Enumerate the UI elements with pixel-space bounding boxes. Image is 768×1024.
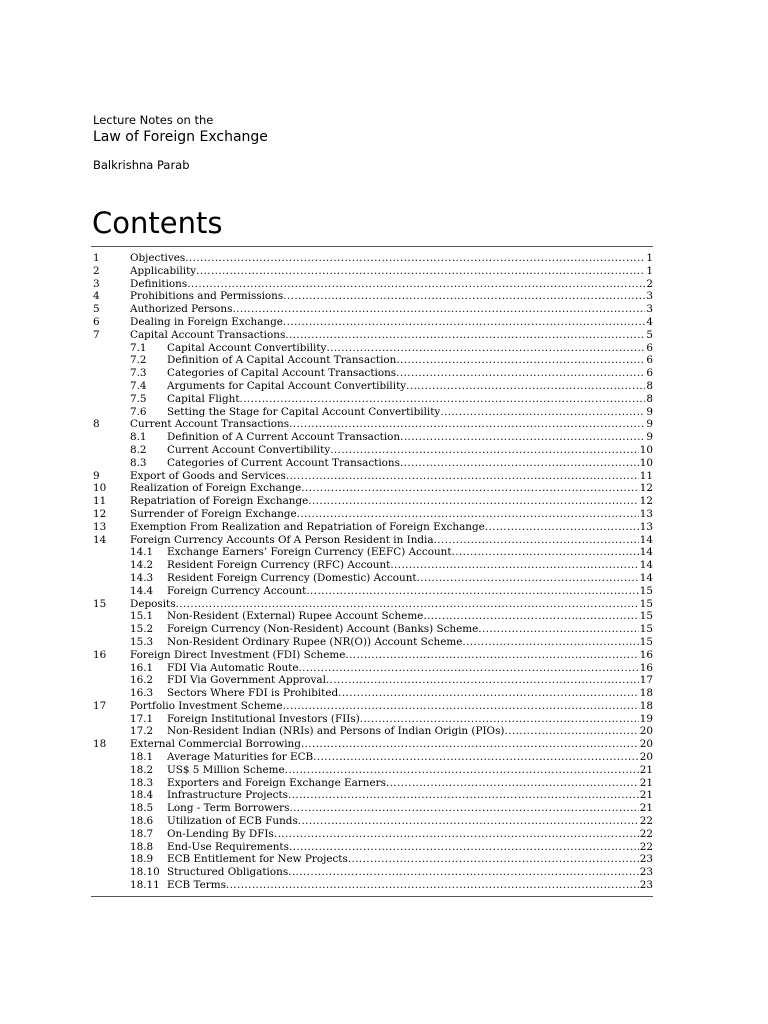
- toc-entry[interactable]: [93, 751, 653, 764]
- toc-entry[interactable]: [93, 764, 653, 777]
- toc-dot-leader: [167, 777, 653, 790]
- toc-entry-number: 1: [93, 252, 100, 264]
- toc-dot-leader: [130, 482, 653, 495]
- toc-entry-title: Capital Flight: [167, 392, 240, 405]
- toc-entry-title: ECB Terms: [167, 879, 226, 892]
- toc-entry[interactable]: [93, 534, 653, 547]
- toc-entry-number: 15.3: [130, 635, 154, 648]
- toc-dot-leader: [130, 738, 653, 751]
- toc-entry-number: 17.2: [130, 725, 154, 738]
- toc-entry[interactable]: [93, 789, 653, 802]
- toc-entry-number: 16.3: [130, 687, 154, 700]
- toc-entry[interactable]: [93, 470, 653, 483]
- toc-entry-page: 10: [639, 443, 653, 456]
- toc-dot-leader: [167, 815, 653, 828]
- toc-entry[interactable]: [93, 572, 653, 585]
- toc-dot-leader: [130, 649, 653, 662]
- toc-dot-leader: [167, 636, 653, 649]
- toc-dot-leader: [167, 674, 653, 687]
- toc-dot-leader: [167, 380, 653, 393]
- toc-entry-number: 7.1: [130, 341, 147, 354]
- toc-dot-leader: [130, 329, 653, 342]
- toc-entry-title: ECB Entitlement for New Projects: [167, 853, 348, 866]
- toc-entry-title: Authorized Persons: [130, 303, 233, 316]
- toc-entry-number: 17: [93, 699, 107, 712]
- toc-entry-page: 16: [639, 648, 653, 661]
- toc-dot-leader: [130, 470, 653, 483]
- toc-entry-page: 3: [646, 303, 653, 316]
- toc-dot-leader: [167, 662, 653, 675]
- toc-entry-number: 11: [93, 495, 107, 508]
- toc-entry-title: Arguments for Capital Account Convertibility: [167, 379, 407, 392]
- toc-entry[interactable]: [93, 802, 653, 815]
- toc-entry[interactable]: [93, 700, 653, 713]
- toc-entry-number: 8: [93, 418, 100, 431]
- toc-entry-number: 16.2: [130, 674, 154, 687]
- toc-entry-page: 20: [639, 725, 653, 738]
- toc-dot-leader: [167, 393, 653, 406]
- toc-entry[interactable]: [93, 725, 653, 738]
- toc-dot-leader: [167, 431, 653, 444]
- toc-entry-page: 3: [646, 290, 653, 303]
- toc-entry[interactable]: [93, 674, 653, 687]
- toc-dot-leader: [167, 610, 653, 623]
- toc-entry[interactable]: [93, 662, 653, 675]
- toc-dot-leader: [167, 342, 653, 355]
- toc-dot-leader: [130, 265, 653, 278]
- toc-entry-page: 9: [646, 431, 653, 444]
- toc-entry-number: 18.2: [130, 763, 154, 776]
- toc-entry-page: 4: [646, 315, 653, 328]
- toc-dot-leader: [167, 559, 653, 572]
- toc-entry-number: 14.1: [130, 546, 154, 559]
- toc-dot-leader: [167, 789, 653, 802]
- toc-entry-title: Resident Foreign Currency (RFC) Account: [167, 559, 391, 572]
- toc-entry-page: 6: [646, 341, 653, 354]
- contents-top-rule: [91, 246, 653, 247]
- toc-entry-number: 15: [93, 597, 107, 610]
- toc-entry-title: Categories of Capital Account Transactions: [167, 367, 397, 380]
- toc-entry-title: Export of Goods and Services: [130, 469, 286, 482]
- toc-dot-leader: [167, 406, 653, 419]
- toc-dot-leader: [130, 316, 653, 329]
- toc-entry-page: 6: [646, 354, 653, 367]
- toc-dot-leader: [167, 623, 653, 636]
- toc-entry-title: Sectors Where FDI is Prohibited: [167, 687, 339, 700]
- toc-entry-number: 15.1: [130, 610, 154, 623]
- toc-entry-page: 22: [639, 840, 653, 853]
- toc-dot-leader: [167, 725, 653, 738]
- toc-entry-page: 15: [639, 610, 653, 623]
- toc-entry-number: 18.6: [130, 815, 154, 828]
- toc-entry-page: 12: [639, 482, 653, 495]
- toc-entry-number: 18.1: [130, 751, 154, 764]
- toc-dot-leader: [167, 841, 653, 854]
- toc-dot-leader: [167, 828, 653, 841]
- toc-entry[interactable]: [93, 713, 653, 726]
- toc-entry-title: Foreign Direct Investment (FDI) Scheme: [130, 648, 346, 661]
- toc-entry-title: End-Use Requirements: [167, 840, 289, 853]
- document-title: Law of Foreign Exchange: [93, 129, 268, 145]
- toc-dot-leader: [167, 585, 653, 598]
- contents-heading: Contents: [92, 206, 223, 240]
- toc-entry-title: Resident Foreign Currency (Domestic) Account: [167, 571, 417, 584]
- toc-entry[interactable]: [93, 879, 653, 892]
- toc-entry-page: 9: [646, 418, 653, 431]
- toc-entry-title: Portfolio Investment Scheme: [130, 699, 283, 712]
- toc-entry-title: Current Account Convertibility: [167, 443, 331, 456]
- toc-entry-page: 20: [639, 738, 653, 751]
- toc-entry-title: Non-Resident Indian (NRIs) and Persons of Indian Origin (PIOs): [167, 725, 505, 738]
- toc-entry-number: 14.3: [130, 571, 154, 584]
- toc-entry[interactable]: [93, 559, 653, 572]
- toc-dot-leader: [130, 700, 653, 713]
- toc-entry[interactable]: [93, 393, 653, 406]
- toc-entry-page: 18: [639, 699, 653, 712]
- toc-dot-leader: [167, 444, 653, 457]
- toc-entry[interactable]: [93, 738, 653, 751]
- toc-entry-number: 17.1: [130, 712, 154, 725]
- toc-entry[interactable]: [93, 521, 653, 534]
- toc-entry-page: 17: [639, 674, 653, 687]
- toc-entry[interactable]: [93, 598, 653, 611]
- toc-dot-leader: [130, 252, 653, 265]
- toc-entry-number: 16: [93, 648, 107, 661]
- toc-entry[interactable]: [93, 777, 653, 790]
- toc-entry-page: 6: [646, 367, 653, 380]
- toc-entry-title: Deposits: [130, 597, 176, 610]
- toc-entry-number: 10: [93, 482, 107, 495]
- toc-entry-number: 8.1: [130, 431, 147, 444]
- toc-entry-number: 7.2: [130, 354, 147, 367]
- toc-entry[interactable]: [93, 367, 653, 380]
- toc-entry-title: Utilization of ECB Funds: [167, 815, 298, 828]
- toc-dot-leader: [130, 303, 653, 316]
- toc-dot-leader: [130, 290, 653, 303]
- toc-entry-title: Current Account Transactions: [130, 418, 290, 431]
- toc-entry[interactable]: [93, 585, 653, 598]
- toc-entry[interactable]: [93, 623, 653, 636]
- toc-entry[interactable]: [93, 508, 653, 521]
- toc-entry-page: 14: [639, 571, 653, 584]
- toc-entry[interactable]: [93, 482, 653, 495]
- toc-entry-title: On-Lending By DFIs: [167, 827, 274, 840]
- toc-entry[interactable]: [93, 828, 653, 841]
- toc-entry-number: 18.4: [130, 789, 154, 802]
- toc-dot-leader: [167, 687, 653, 700]
- toc-entry-page: 2: [646, 277, 653, 290]
- toc-entry-page: 15: [639, 597, 653, 610]
- table-of-contents: [93, 252, 653, 892]
- toc-entry-title: Prohibitions and Permissions: [130, 290, 284, 303]
- author-name: Balkrishna Parab: [93, 158, 190, 172]
- toc-entry-page: 8: [646, 379, 653, 392]
- toc-entry-number: 18.10: [130, 866, 160, 879]
- toc-entry-number: 7.6: [130, 405, 147, 418]
- toc-dot-leader: [167, 572, 653, 585]
- toc-entry-page: 22: [639, 827, 653, 840]
- toc-entry[interactable]: [93, 457, 653, 470]
- toc-entry-number: 8.2: [130, 443, 147, 456]
- toc-dot-leader: [130, 418, 653, 431]
- toc-entry[interactable]: [93, 687, 653, 700]
- toc-entry[interactable]: [93, 265, 653, 278]
- toc-entry-title: Foreign Institutional Investors (FIIs): [167, 712, 360, 725]
- toc-entry-page: 10: [639, 456, 653, 469]
- toc-entry-number: 5: [93, 303, 100, 316]
- toc-dot-leader: [167, 751, 653, 764]
- toc-entry-number: 7.5: [130, 392, 147, 405]
- toc-entry[interactable]: [93, 610, 653, 623]
- toc-dot-leader: [130, 534, 653, 547]
- toc-entry-page: 9: [646, 405, 653, 418]
- toc-dot-leader: [130, 598, 653, 611]
- toc-entry-title: Dealing in Foreign Exchange: [130, 315, 283, 328]
- toc-dot-leader: [167, 764, 653, 777]
- toc-dot-leader: [167, 853, 653, 866]
- toc-entry-number: 14.4: [130, 584, 154, 597]
- toc-entry-number: 15.2: [130, 623, 154, 636]
- toc-entry-title: FDI Via Government Approval: [167, 674, 326, 687]
- toc-entry-number: 18.9: [130, 853, 154, 866]
- toc-entry[interactable]: [93, 444, 653, 457]
- toc-entry-title: Applicability: [130, 264, 197, 277]
- toc-entry-page: 1: [646, 264, 653, 277]
- toc-entry[interactable]: [93, 431, 653, 444]
- toc-entry[interactable]: [93, 278, 653, 291]
- toc-entry[interactable]: [93, 649, 653, 662]
- toc-entry[interactable]: [93, 329, 653, 342]
- toc-entry-number: 7.4: [130, 379, 147, 392]
- toc-entry[interactable]: [93, 406, 653, 419]
- toc-entry[interactable]: [93, 342, 653, 355]
- toc-entry-title: Definition of A Capital Account Transaction: [167, 354, 397, 367]
- toc-entry-page: 15: [639, 635, 653, 648]
- toc-entry-title: Objectives: [130, 252, 186, 264]
- toc-entry-title: Infrastructure Projects: [167, 789, 288, 802]
- toc-entry-title: Definition of A Current Account Transaction: [167, 431, 401, 444]
- toc-entry[interactable]: [93, 316, 653, 329]
- toc-entry-page: 8: [646, 392, 653, 405]
- toc-entry-page: 12: [639, 495, 653, 508]
- toc-entry[interactable]: [93, 841, 653, 854]
- toc-entry-page: 22: [639, 815, 653, 828]
- toc-entry-number: 7.3: [130, 367, 147, 380]
- toc-entry-title: Exporters and Foreign Exchange Earners: [167, 776, 386, 789]
- toc-entry-title: Foreign Currency Account: [167, 584, 307, 597]
- toc-entry-title: Exchange Earners’ Foreign Currency (EEFC) Account: [167, 546, 452, 559]
- toc-dot-leader: [167, 354, 653, 367]
- toc-entry-page: 21: [639, 776, 653, 789]
- toc-entry-number: 9: [93, 469, 100, 482]
- toc-entry-title: Repatriation of Foreign Exchange: [130, 495, 309, 508]
- toc-entry-page: 15: [639, 623, 653, 636]
- toc-entry-page: 13: [639, 507, 653, 520]
- toc-entry-title: External Commercial Borrowing: [130, 738, 301, 751]
- toc-entry[interactable]: [93, 636, 653, 649]
- toc-entry-title: Surrender of Foreign Exchange: [130, 507, 297, 520]
- toc-entry-page: 14: [639, 533, 653, 546]
- toc-entry-number: 4: [93, 290, 100, 303]
- toc-entry-number: 14: [93, 533, 107, 546]
- toc-entry[interactable]: [93, 252, 653, 265]
- toc-entry[interactable]: [93, 418, 653, 431]
- toc-entry-number: 7: [93, 328, 100, 341]
- toc-entry-number: 16.1: [130, 661, 154, 674]
- toc-entry-page: 11: [639, 469, 653, 482]
- toc-dot-leader: [167, 367, 653, 380]
- toc-entry-page: 14: [639, 559, 653, 572]
- toc-entry-title: Categories of Current Account Transactions: [167, 456, 400, 469]
- toc-entry-title: Average Maturities for ECB: [167, 751, 314, 764]
- toc-entry[interactable]: [93, 354, 653, 367]
- toc-entry-number: 18.7: [130, 827, 154, 840]
- contents-bottom-rule: [91, 896, 653, 897]
- toc-dot-leader: [167, 713, 653, 726]
- toc-entry-number: 18.3: [130, 776, 154, 789]
- toc-dot-leader: [167, 457, 653, 470]
- toc-entry-title: Setting the Stage for Capital Account Convertibility: [167, 405, 441, 418]
- toc-dot-leader: [130, 521, 653, 534]
- toc-entry-title: Foreign Currency Accounts Of A Person Resident in India: [130, 533, 434, 546]
- toc-entry[interactable]: [93, 303, 653, 316]
- toc-entry[interactable]: [93, 290, 653, 303]
- toc-entry[interactable]: [93, 815, 653, 828]
- toc-entry-title: Structured Obligations: [167, 866, 289, 879]
- toc-entry-title: Non-Resident (External) Rupee Account Scheme: [167, 610, 424, 623]
- toc-entry-title: Foreign Currency (Non-Resident) Account (Banks) Scheme: [167, 623, 479, 636]
- toc-entry-title: Non-Resident Ordinary Rupee (NR(O)) Account Scheme: [167, 635, 463, 648]
- toc-entry-page: 5: [646, 328, 653, 341]
- toc-dot-leader: [167, 866, 653, 879]
- toc-entry-page: 18: [639, 687, 653, 700]
- toc-entry-page: 19: [639, 712, 653, 725]
- toc-dot-leader: [130, 508, 653, 521]
- toc-entry-title: US$ 5 Million Scheme: [167, 763, 285, 776]
- toc-entry[interactable]: [93, 380, 653, 393]
- toc-entry-number: 18.5: [130, 802, 154, 815]
- toc-entry-title: Capital Account Convertibility: [167, 341, 327, 354]
- toc-dot-leader: [130, 495, 653, 508]
- toc-entry-number: 3: [93, 277, 100, 290]
- document-header: [93, 113, 673, 172]
- toc-entry-number: 13: [93, 520, 107, 533]
- toc-entry-page: 23: [639, 879, 653, 892]
- toc-entry-number: 18.8: [130, 840, 154, 853]
- toc-entry-page: 23: [639, 866, 653, 879]
- toc-entry-page: 21: [639, 789, 653, 802]
- toc-entry-number: 14.2: [130, 559, 154, 572]
- toc-entry-title: Definitions: [130, 277, 188, 290]
- toc-entry-title: Realization of Foreign Exchange: [130, 482, 302, 495]
- toc-entry-number: 2: [93, 264, 100, 277]
- toc-dot-leader: [167, 802, 653, 815]
- toc-entry[interactable]: [93, 866, 653, 879]
- toc-entry-page: 16: [639, 661, 653, 674]
- toc-entry-title: Exemption From Realization and Repatriation of Foreign Exchange: [130, 520, 485, 533]
- toc-entry-title: Capital Account Transactions: [130, 328, 286, 341]
- toc-entry-title: Long - Term Borrowers: [167, 802, 290, 815]
- toc-entry-number: 18: [93, 738, 107, 751]
- toc-entry-page: 14: [639, 546, 653, 559]
- toc-entry-title: FDI Via Automatic Route: [167, 661, 299, 674]
- toc-entry-page: 20: [639, 751, 653, 764]
- toc-entry[interactable]: [93, 546, 653, 559]
- toc-dot-leader: [130, 278, 653, 291]
- toc-entry[interactable]: [93, 495, 653, 508]
- toc-entry-page: 1: [646, 252, 653, 264]
- toc-entry-number: 12: [93, 507, 107, 520]
- toc-entry[interactable]: [93, 853, 653, 866]
- toc-dot-leader: [167, 879, 653, 892]
- toc-entry-page: 15: [639, 584, 653, 597]
- lecture-subtitle: Lecture Notes on the: [93, 113, 214, 127]
- toc-entry-page: 23: [639, 853, 653, 866]
- toc-entry-number: 18.11: [130, 879, 160, 892]
- toc-entry-number: 6: [93, 315, 100, 328]
- toc-entry-page: 21: [639, 802, 653, 815]
- toc-dot-leader: [167, 546, 653, 559]
- toc-entry-page: 21: [639, 763, 653, 776]
- toc-entry-number: 8.3: [130, 456, 147, 469]
- toc-entry-page: 13: [639, 520, 653, 533]
